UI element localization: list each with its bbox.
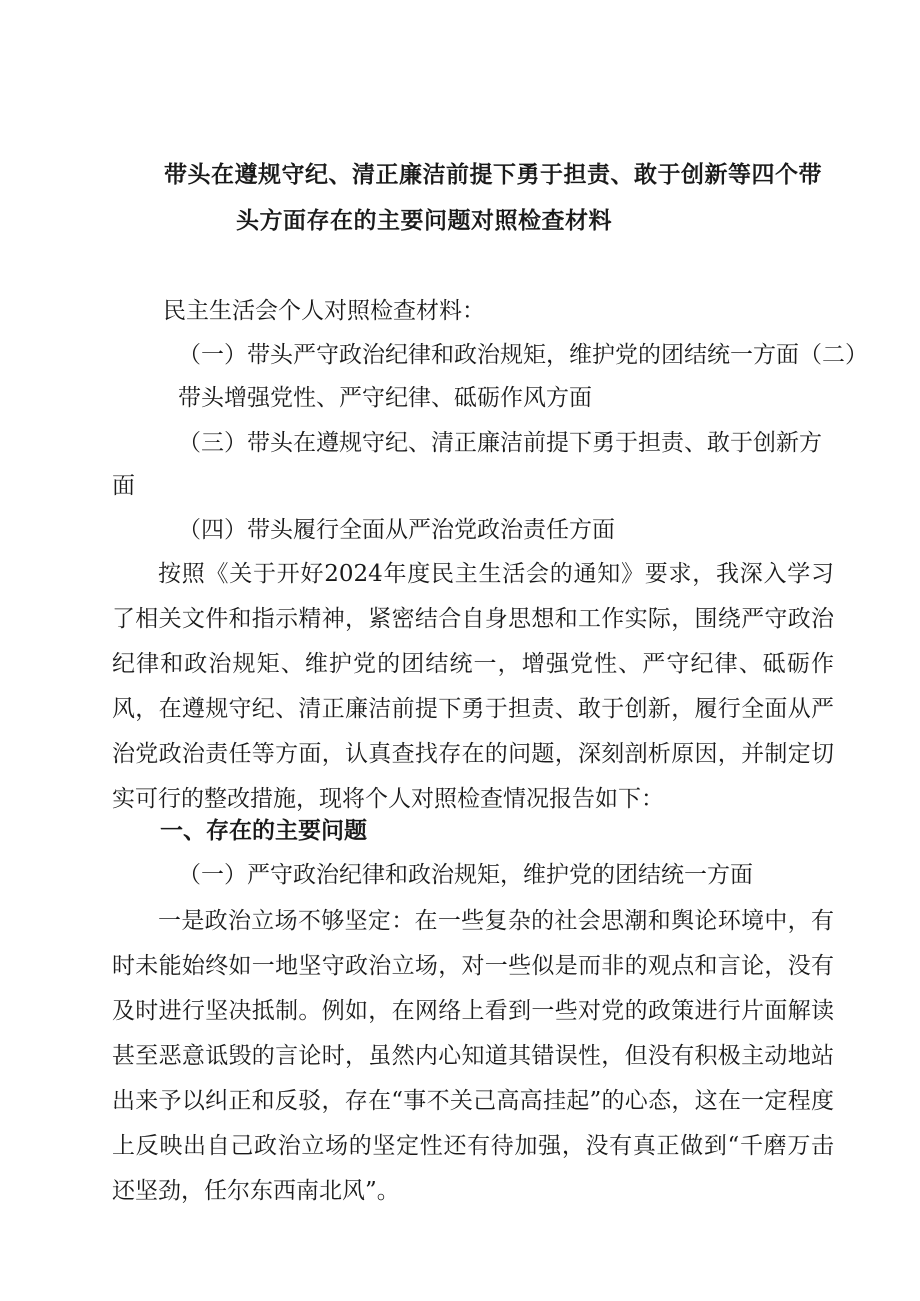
title-line-2: 头方面存在的主要问题对照检查材料 — [236, 208, 612, 234]
toc-item-1-line-1: （一）带头严守政治纪律和政治规矩，维护党的团结统一方面（二） — [178, 342, 868, 368]
subsection-1-heading: （一）严守政治纪律和政治规矩，维护党的团结统一方面 — [178, 862, 753, 888]
toc-item-3-line-1: （三）带头在遵规守纪、清正廉洁前提下勇于担责、敢于创新方 — [178, 430, 822, 456]
body-paragraph: 按照《关于开好2024年度民主生活会的通知》要求，我深入学习了相关文件和指示精神，紧密结合自身思想和工作实际，围绕严守政治纪律和政治规矩、维护党的团结统一，增强党性、严守纪律、砥砺作风，在遵规守纪、清正廉洁前提下勇于担责、敢于创新，履行全面从严治党政治责任等方面，认真查找存在的问题，深刻剖析原因，并制定切实可行的整改措施，现将个人对照检查情况报告如下： — [112, 561, 834, 812]
title-line-1: 带头在遵规守纪、清正廉洁前提下勇于担责、敢于创新等四个带 — [164, 162, 822, 188]
toc-item-3-line-2: 面 — [112, 473, 135, 499]
toc-item-1-line-2: 带头增强党性、严守纪律、砥砺作风方面 — [178, 385, 592, 411]
section-1-heading: 一、存在的主要问题 — [160, 818, 367, 844]
point-1-paragraph: 一是政治立场不够坚定：在一些复杂的社会思潮和舆论环境中，有时未能始终如一地坚守政治立场，对一些似是而非的观点和言论，没有及时进行坚决抵制。例如，在网络上看到一些对党的政策进行片面解读甚至恶意诋毁的言论时，虽然内心知道其错误性，但没有积极主动地站出来予以纠正和反驳，存在“事不关己高高挂起”的心态，这在一定程度上反映出自己政治立场的坚定性还有待加强，没有真正做到“千磨万击还坚劲，任尔东西南北风”。 — [112, 908, 834, 1204]
toc-item-4: （四）带头履行全面从严治党政治责任方面 — [178, 517, 615, 543]
document-title — [150, 152, 840, 244]
intro-label: 民主生活会个人对照检查材料： — [163, 298, 485, 324]
